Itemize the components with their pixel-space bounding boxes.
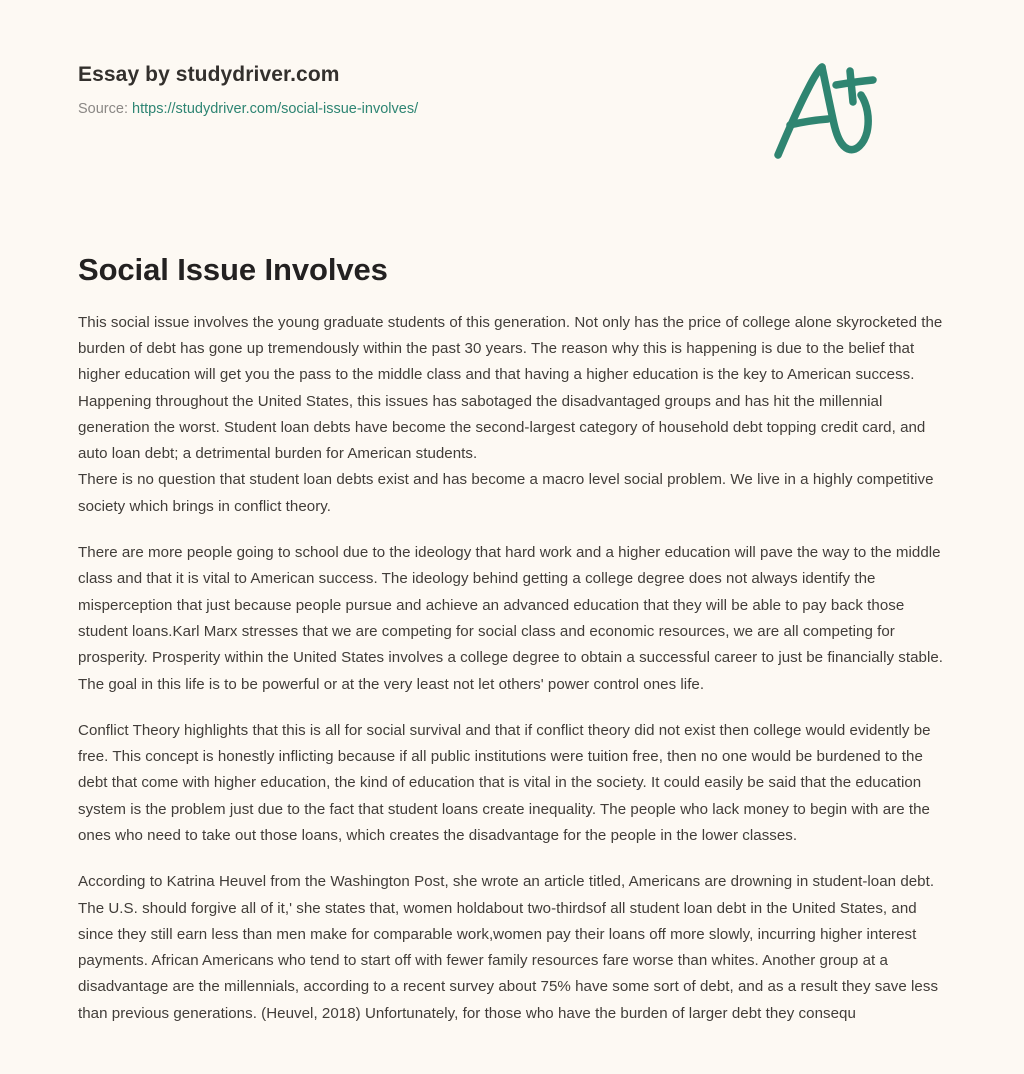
paragraph: This social issue involves the young graduate students of this generation. Not only has the price of college alone skyrocketed the burden of debt has gone up tremendously within the past 30 years. The reason why this is happening is due to the belief that higher education will get you the pass to the middle class and that having a higher education is the key to American success. Happening throughout the United States, this issues has sabotaged the disadvantaged groups and has hit the millennial generation the worst. Student loan debts have become the second-largest category of household debt topping credit card, and auto loan debt; a detrimental burden for American students. [78, 313, 943, 463]
paragraph: Conflict Theory highlights that this is all for social survival and that if conflict theory did not exist then college would evidently be free. This concept is honestly inflicting because if all public institutions were tuition free, then no one would be burdened to the debt that come with higher education, the kind of education that is vital in the society. It could easily be said that the education system is the problem just due to the fact that student loans create inequality. The people who lack money to begin with are the ones who need to take out those loans, which creates the disadvantage for the people in the lower classes. [78, 721, 931, 844]
paragraph: There are more people going to school due to the ideology that hard work and a higher education will pave the way to the middle class and that it is vital to American success. The ideology behind getting a college degree does not always identify the misperception that just because people pursue and achieve an advanced education that they will be able to pay back those student loans.Karl Marx stresses that we are competing for social class and economic resources, we are all competing for prosperity. Prosperity within the United States involves a college degree to obtain a successful career to just be financially stable. The goal in this life is to be powerful or at the very least not let others' power control ones life. [78, 544, 944, 693]
paragraph: There is no question that student loan debts exist and has become a macro level social problem. We live in a highly competitive society which brings in conflict theory. [78, 471, 934, 515]
document-header [78, 0, 946, 118]
page-title: Social Issue Involves [78, 252, 388, 287]
source-row [78, 100, 946, 118]
paragraph: According to Katrina Heuvel from the Washington Post, she wrote an article titled, Americans are drowning in student-loan debt. The U.S. should forgive all of it,' she states that, women holdabout two-thirdsof all student loan debt in the United States, and since they still earn less than men make for comparable work,women pay their loans off more slowly, incurring higher interest payments. African Americans who tend to start off with fewer family resources fare worse than whites. Another group at a disadvantage are the millennials, according to a recent survey about 75% have some sort of debt, and as a result they save less than previous generations. (Heuvel, 2018) Unfortunately, for those who have the burden of larger debt they consequ [78, 873, 939, 1022]
source-label: Source: [78, 101, 128, 118]
source-url-link[interactable]: https://studydriver.com/social-issue-involves/ [132, 101, 419, 118]
essay-body [78, 310, 944, 1027]
essay-attribution: Essay by studydriver.com [78, 63, 340, 86]
